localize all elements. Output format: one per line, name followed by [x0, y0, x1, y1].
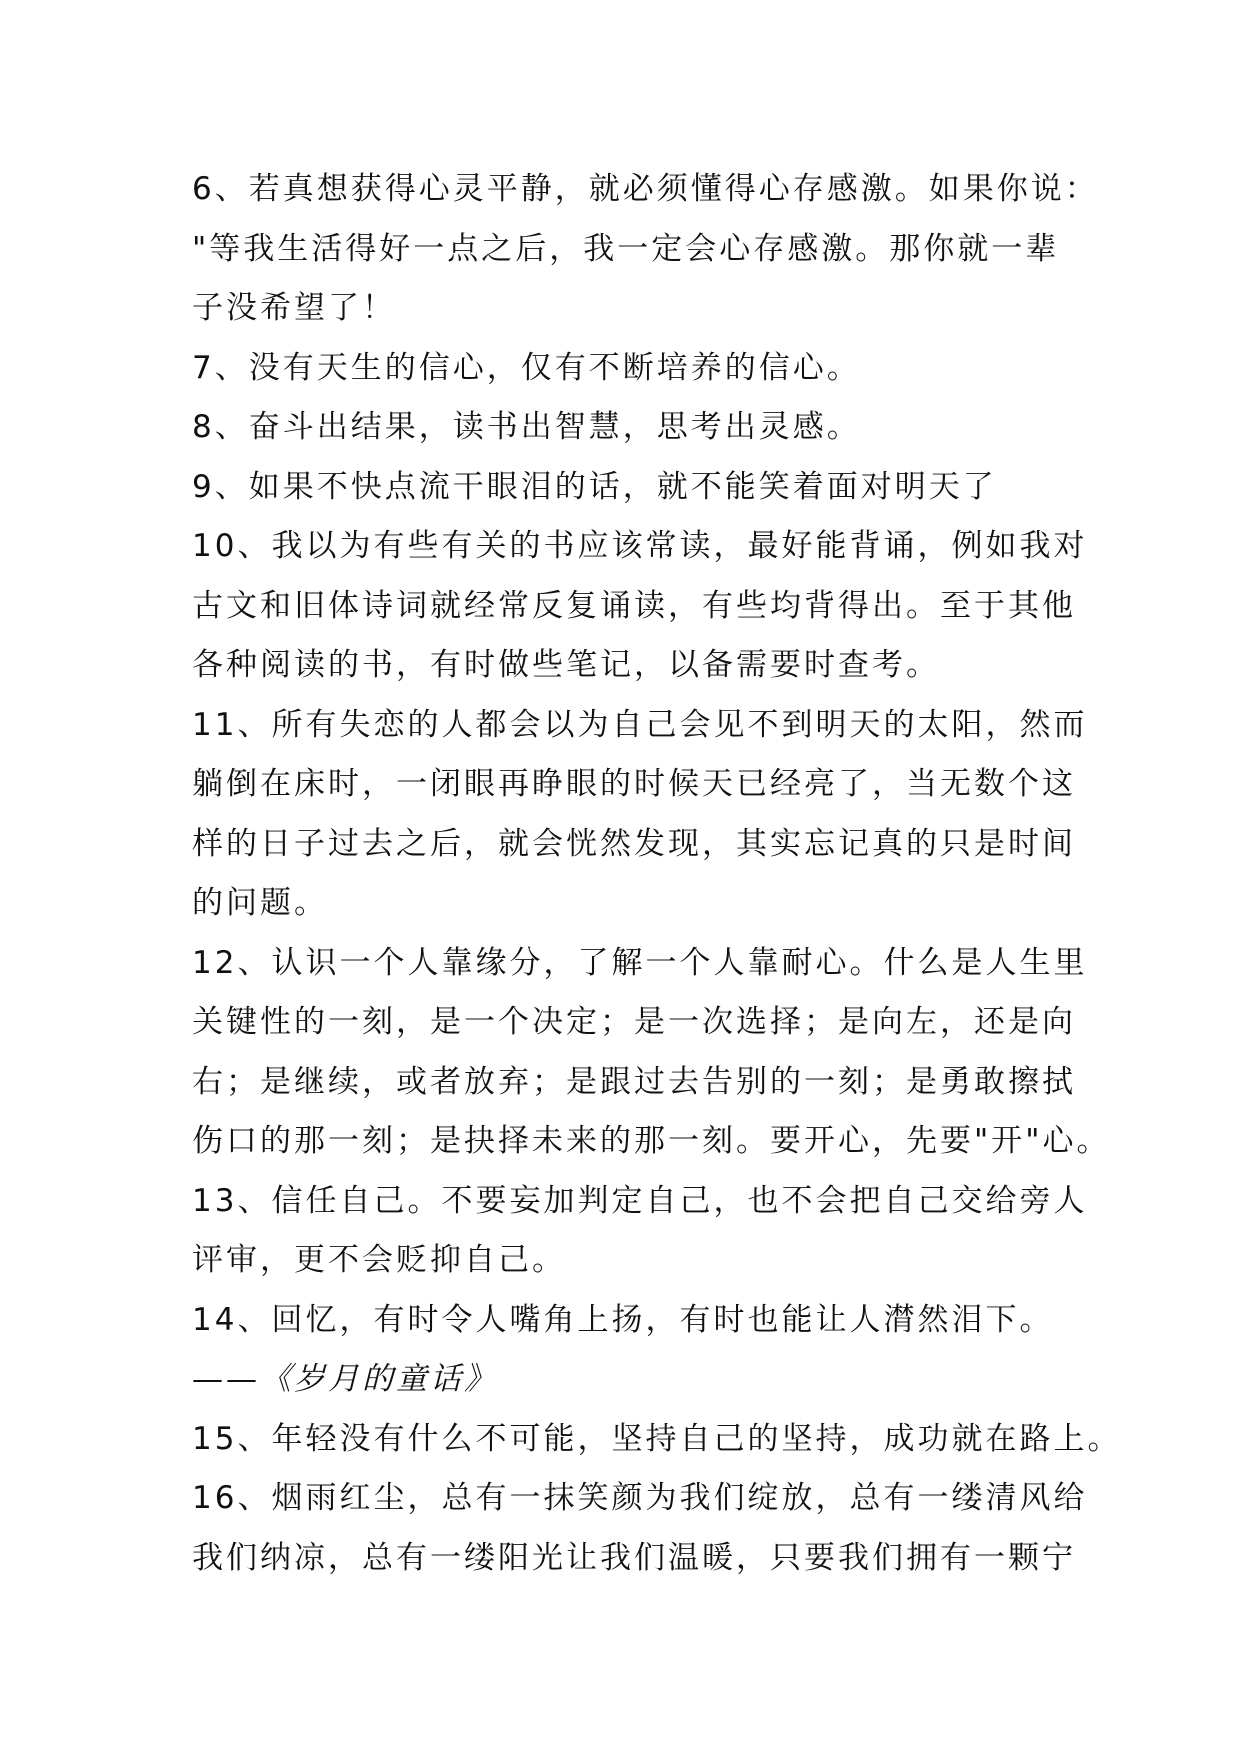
text-line: 11、所有失恋的人都会以为自己会见不到明天的太阳，然而: [192, 706, 1088, 743]
text-line: 12、认识一个人靠缘分，了解一个人靠耐心。什么是人生里: [192, 944, 1088, 981]
text-line: 我们纳凉，总有一缕阳光让我们温暖，只要我们拥有一颗宁: [192, 1539, 1076, 1576]
text-line: 的问题。: [192, 885, 328, 921]
text-line: 子没希望了！: [192, 290, 396, 326]
text-line: "等我生活得好一点之后，我一定会心存感激。那你就一辈: [192, 230, 1060, 267]
quote-attribution: ——《岁月的童话》: [192, 1361, 498, 1397]
text-line: 10、我以为有些有关的书应该常读，最好能背诵，例如我对: [192, 528, 1088, 564]
text-line: 7、没有天生的信心，仅有不断培养的信心。: [192, 349, 861, 386]
text-line: 古文和旧体诗词就经常反复诵读，有些均背得出。至于其他: [192, 587, 1076, 624]
text-line: 关键性的一刻，是一个决定；是一次选择；是向左，还是向: [192, 1004, 1076, 1040]
text-line: 右；是继续，或者放弃；是跟过去告别的一刻；是勇敢擦拭: [192, 1063, 1076, 1100]
text-line: 8、奋斗出结果，读书出智慧，思考出灵感。: [192, 409, 861, 445]
text-line: 评审，更不会贬抑自己。: [192, 1242, 566, 1278]
text-line: 16、烟雨红尘，总有一抹笑颜为我们绽放，总有一缕清风给: [192, 1480, 1088, 1516]
text-line: 13、信任自己。不要妄加判定自己，也不会把自己交给旁人: [192, 1182, 1088, 1219]
text-line: 样的日子过去之后，就会恍然发现，其实忘记真的只是时间: [192, 825, 1076, 862]
text-line: 各种阅读的书，有时做些笔记，以备需要时查考。: [192, 647, 940, 683]
text-line: 伤口的那一刻；是抉择未来的那一刻。要开心，先要"开"心。: [192, 1123, 1111, 1159]
text-line: 14、回忆，有时令人嘴角上扬，有时也能让人潸然泪下。: [192, 1301, 1054, 1338]
text-line: 15、年轻没有什么不可能，坚持自己的坚持，成功就在路上。: [192, 1420, 1122, 1457]
text-line: 9、如果不快点流干眼泪的话，就不能笑着面对明天了: [192, 468, 997, 505]
text-line: 6、若真想获得心灵平静，就必须懂得心存感激。如果你说：: [192, 171, 1099, 207]
document-body: [192, 160, 1122, 1588]
text-line: 躺倒在床时，一闭眼再睁眼的时候天已经亮了，当无数个这: [192, 766, 1076, 802]
